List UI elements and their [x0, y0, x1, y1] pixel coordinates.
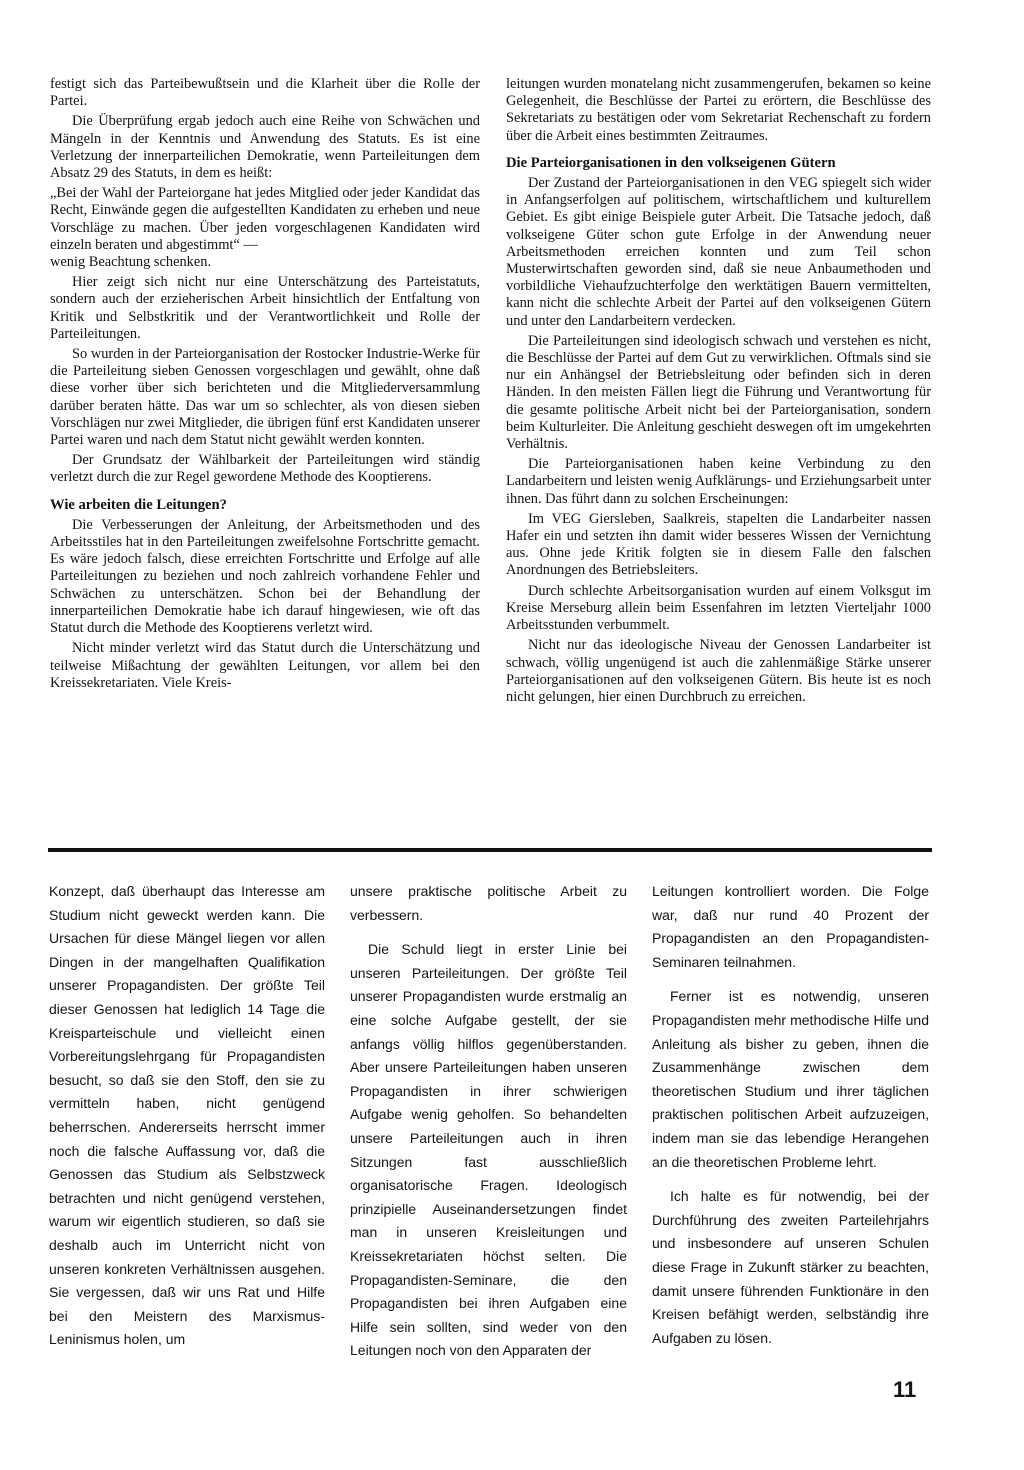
paragraph: Ferner ist es notwendig, unseren Propagandisten mehr methodische Hilfe und Anleitung als bisher zu geben, ihnen die Zusammenhänge zwischen dem theoretischen Studium und ihrer täglichen praktischen politischen Arbeit aufzuzeigen, indem man sie das lebendige Herangehen an die theoretischen Probleme lehrt.: [652, 988, 929, 1170]
section-heading: Wie arbeiten die Leitungen?: [50, 496, 227, 513]
paragraph: wenig Beachtung schenken.: [50, 254, 212, 271]
section-heading: Die Parteiorganisationen in den volkseigenen Gütern: [506, 154, 836, 171]
paragraph: unsere praktische politische Arbeit zu verbessern.: [350, 883, 627, 923]
quotation: „Bei der Wahl der Parteiorgane hat jedes Mitglied oder jeder Kandidat das Recht, Einwände gegen die aufgestellten Kandidaten zu erheben und neue Vorschläge zu machen. Über jeden vorgeschlagenen Kandidaten wird einzeln beraten und abgestimmt“ —: [50, 185, 480, 253]
bottom-column-3: [652, 880, 929, 1350]
page-number: 11: [893, 1377, 917, 1402]
paragraph: Der Zustand der Parteiorganisationen in den VEG spiegelt sich wider in Anfangserfolgen auf politischem, wirtschaftlichem und kulturellem Gebiet. Es gibt einige Beispiele guter Arbeit. Die Tatsache jedoch, daß volkseigene Güter schon gute Erfolge in der Anwendung neuer Arbeitsmethoden erreichen konnten und zum Teil schon Musterwirtschaften geworden sind, daß sie neue Anbaumethoden und vorbildliche Viehaufzuchterfolge den werktätigen Bauern vermittelten, kann nicht die schlechte Arbeit der Partei auf den volkseigenen Gütern und unter den Landarbeitern verdecken.: [506, 175, 931, 329]
paragraph: Hier zeigt sich nicht nur eine Unterschätzung des Parteistatuts, sondern auch der erzieherischen Arbeit hinsichtlich der Entfaltung von Kritik und Selbstkritik und der Verantwortlichkeit und Rolle der Parteileitungen.: [50, 274, 480, 342]
paragraph: So wurden in der Parteiorganisation der Rostocker Industrie-Werke für die Parteileitung sieben Genossen vorgeschlagen und gewählt, ohne daß diese vorher über sich berichteten und die Mitgliederversammlung darüber beraten hätte. Das war um so schlechter, als von diesen sieben Vorschlägen nur zwei Mitglieder, die übrigen fünf erst Kandidaten unserer Partei waren und nach dem Statut nicht gewählt werden konnten.: [50, 346, 480, 449]
paragraph: Durch schlechte Arbeitsorganisation wurden auf einem Volksgut im Kreise Merseburg allein beim Essenfahren im letzten Vierteljahr 1000 Arbeitsstunden verbummelt.: [506, 582, 931, 634]
paragraph: Die Parteiorganisationen haben keine Verbindung zu den Landarbeitern und leisten wenig Aufklärungs- und Erziehungsarbeit unter ihnen. Das führt dann zu solchen Erscheinungen:: [506, 456, 931, 507]
paragraph: leitungen wurden monatelang nicht zusammengerufen, bekamen so keine Gelegenheit, die Beschlüsse der Partei zu erörtern, die Beschlüsse des Sekretariats zu bestätigen oder vom Sekretariat Rechenschaft zu fordern über die Arbeit eines bestimmten Zeitraumes.: [506, 76, 931, 144]
section-divider: [48, 848, 932, 852]
paragraph: Leitungen kontrolliert worden. Die Folge war, daß nur rund 40 Prozent der Propagandisten an den Propagandisten-Seminaren teilnahmen.: [652, 883, 929, 970]
paragraph: Ich halte es für notwendig, bei der Durchführung des zweiten Parteilehrjahrs und insbesondere auf unseren Schulen diese Frage in Zukunft stärker zu beachten, damit unsere führenden Funktionäre in den Kreisen befähigt werden, selbständig ihre Aufgaben zu lösen.: [652, 1188, 929, 1346]
paragraph: Nicht minder verletzt wird das Statut durch die Unterschätzung und teilweise Mißachtung der gewählten Leitungen, vor allem bei den Kreissekretariaten. Viele Kreis-: [50, 640, 480, 691]
bottom-column-2: [350, 880, 627, 1363]
paragraph: Die Schuld liegt in erster Linie bei unseren Parteileitungen. Der größte Teil unserer Propagandisten wurde erstmalig an eine solche Aufgabe gestellt, der sie anfangs völlig hilflos gegenüberstanden. Aber unsere Parteileitungen haben unseren Propagandisten in ihrer schwierigen Aufgabe wenig geholfen. So behandelten unsere Parteileitungen auch in ihren Sitzungen fast ausschließlich organisatorische Fragen. Ideologisch prinzipielle Auseinandersetzungen findet man in unseren Kreisleitungen und Kreissekretariaten höchst selten. Die Propagandisten-Seminare, die den Propagandisten bei ihren Aufgaben eine Hilfe sein sollten, sind weder von den Leitungen noch von den Apparaten der: [350, 941, 627, 1359]
paragraph: Die Parteileitungen sind ideologisch schwach und verstehen es nicht, die Beschlüsse der Partei auf dem Gut zu verwirklichen. Oftmals sind sie nur ein Anhängsel der Betriebsleitung oder befinden sich in deren Händen. In den meisten Fällen liegt die Führung und Verantwortung für die gesamte politische Arbeit nicht bei der Parteiorganisation, sondern beim Kulturleiter. Die Anleitung geschieht deswegen oft im umgekehrten Verhältnis.: [506, 332, 931, 453]
paragraph: Die Verbesserungen der Anleitung, der Arbeitsmethoden und des Arbeitsstiles hat in den Parteileitungen zweifelsohne Fortschritte gemacht. Es wäre jedoch falsch, diese erreichten Fortschritte und Erfolge auf alle Parteileitungen zu beziehen und noch zahlreich vorhandene Fehler und Schwächen zu unterschätzen. Schon bei der Behandlung der innerparteilichen Demokratie habe ich darauf hingewiesen, wie oft das Statut durch die Methode des Kooptierens verletzt wird.: [50, 516, 480, 637]
paragraph: Die Überprüfung ergab jedoch auch eine Reihe von Schwächen und Mängeln in der Kenntnis und Anwendung des Statuts. Es ist eine Verletzung der innerparteilichen Demokratie, wenn Parteileitungen dem Absatz 29 des Statuts, in dem es heißt:: [50, 113, 480, 182]
top-left-column: [50, 76, 480, 692]
paragraph: Konzept, daß überhaupt das Interesse am Studium nicht geweckt werden kann. Die Ursachen für diese Mängel liegen vor allen Dingen in der mangelhaften Qualifikation unserer Propagandisten. Der größte Teil dieser Genossen hat lediglich 14 Tage die Kreisparteischule und vielleicht einen Vorbereitungslehrgang für Propagandisten besucht, so daß sie den Stoff, den sie zu vermitteln haben, nicht genügend beherrschen. Andererseits herrscht immer noch die falsche Auffassung vor, daß die Genossen das Studium als Selbstzweck betrachten und nicht genügend verstehen, warum wir eigentlich studieren, so daß sie deshalb auch im Unterricht nicht von unseren konkreten Verhältnissen ausgehen. Sie vergessen, daß wir uns Rat und Hilfe bei den Meistern des Marxismus-Leninismus holen, um: [49, 883, 325, 1348]
paragraph: Im VEG Giersleben, Saalkreis, stapelten die Landarbeiter nassen Hafer ein und setzten ihn damit wider besseres Wissen der Vernichtung aus. Ohne jede Kritik folgten sie in diesem Falle den falschen Anordnungen des Betriebsleiters.: [506, 510, 931, 579]
bottom-column-1: [49, 880, 325, 1352]
top-right-column: [506, 76, 931, 706]
paragraph: Nicht nur das ideologische Niveau der Genossen Landarbeiter ist schwach, völlig ungenügend ist auch die zahlenmäßige Stärke unserer Parteiorganisationen auf den volkseigenen Gütern. Bis heute ist es noch nicht gelungen, hier einen Durchbruch zu erreichen.: [506, 637, 931, 705]
paragraph: festigt sich das Parteibewußtsein und die Klarheit über die Rolle der Partei.: [50, 76, 480, 110]
paragraph: Der Grundsatz der Wählbarkeit der Parteileitungen wird ständig verletzt durch die zur Regel gewordene Methode des Kooptierens.: [50, 452, 480, 486]
